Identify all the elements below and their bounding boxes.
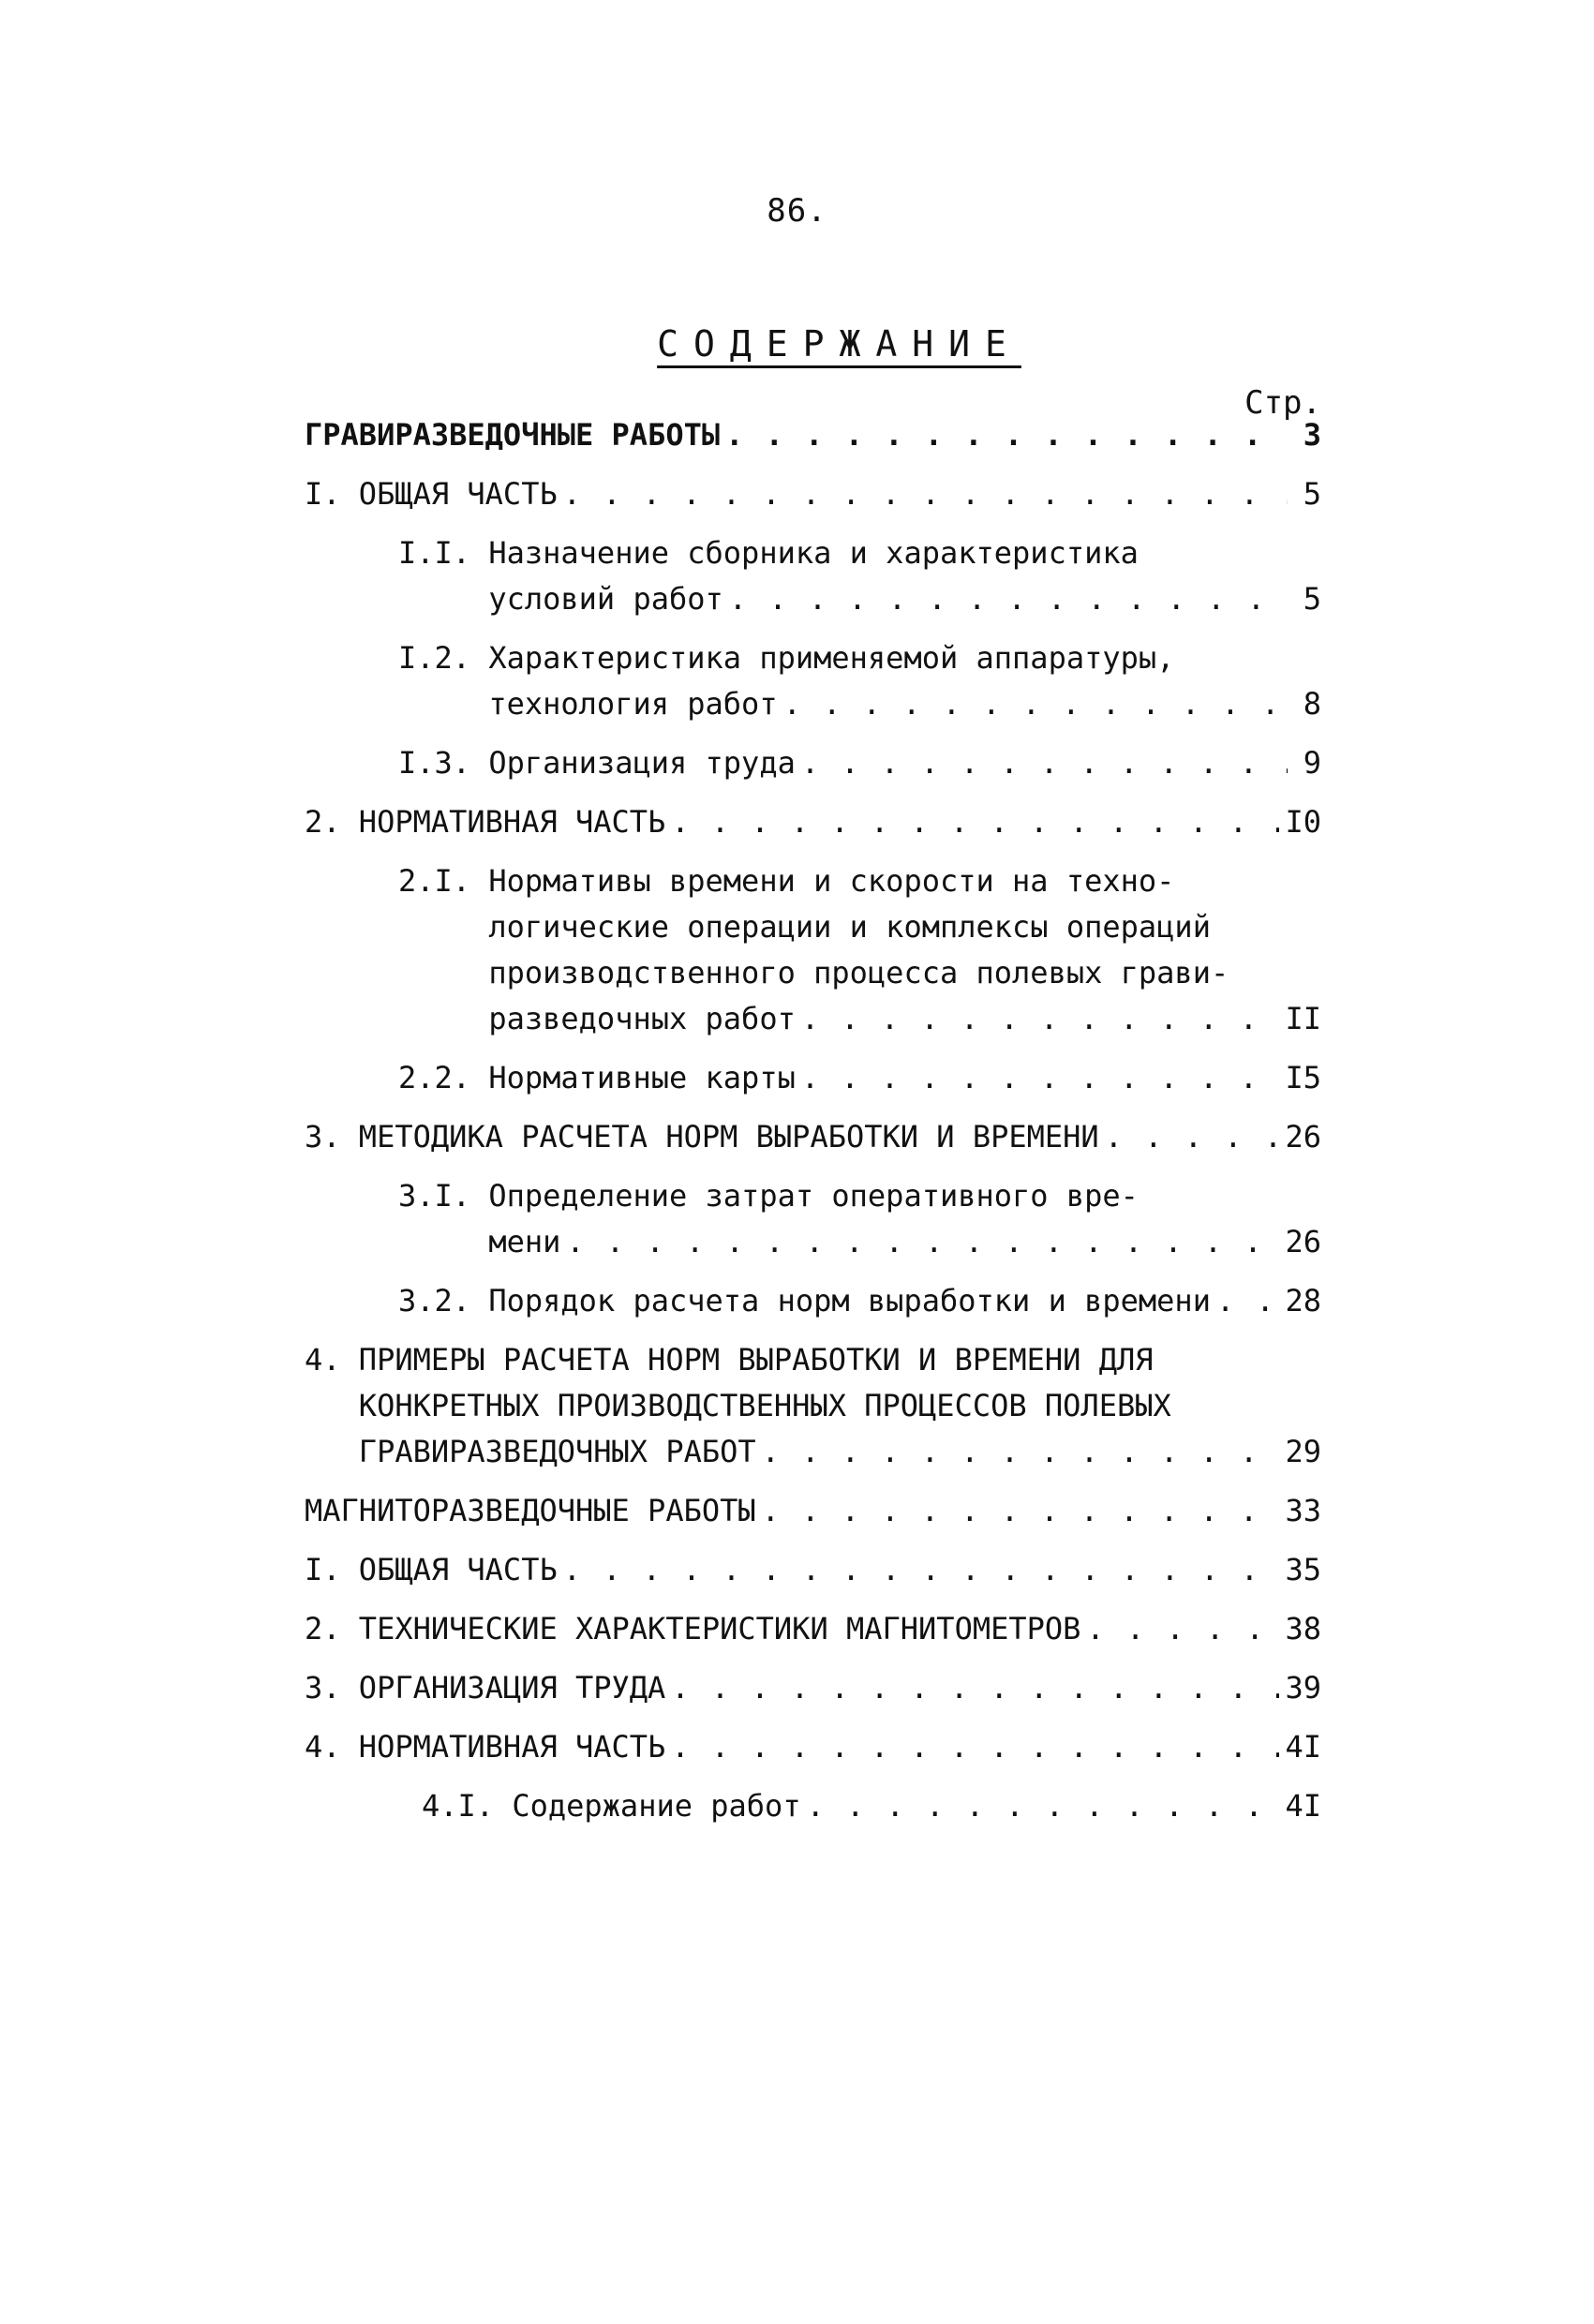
dot-leader [762,1429,1280,1475]
toc-entry-page: 39 [1285,1670,1321,1706]
dot-leader [671,799,1279,845]
toc-entry-number: 4. [305,1342,359,1378]
toc-entry-page: 9 [1303,745,1321,781]
toc-entry-page: 35 [1285,1552,1321,1587]
toc-entry[interactable] [305,1547,1321,1593]
table-of-contents [305,412,1321,1842]
toc-entry-number: I.2. [398,640,489,676]
toc-entry-title: ОБЩАЯ ЧАСТЬ [358,1552,558,1587]
toc-entry-page: 4I [1285,1729,1321,1765]
dot-leader [801,1055,1280,1101]
toc-entry-number: I. [305,1552,359,1587]
dot-leader [671,1724,1279,1770]
toc-entry[interactable] [305,471,1321,517]
dot-leader [801,740,1288,786]
toc-entry-line: Определение затрат оперативного вре- [488,1178,1139,1214]
toc-entry[interactable] [305,1173,1321,1265]
toc-entry-number: I. [305,476,359,512]
toc-entry[interactable] [305,1488,1321,1534]
dot-leader [566,1219,1279,1265]
toc-entry-page: 33 [1285,1493,1321,1528]
toc-entry-title: разведочных работ [488,1001,796,1036]
dot-leader [807,1783,1280,1829]
toc-entry-title: ГРАВИРАЗВЕДОЧНЫЕ РАБОТЫ [305,417,721,453]
toc-entry-title: МЕТОДИКА РАСЧЕТА НОРМ ВЫРАБОТКИ И ВРЕМЕНИ [358,1119,1099,1155]
toc-entry-number: 4.I. [422,1788,513,1824]
toc-entry-title: ОРГАНИЗАЦИЯ ТРУДА [358,1670,666,1706]
toc-entry-title: ОБЩАЯ ЧАСТЬ [358,476,558,512]
toc-entry-line: КОНКРЕТНЫХ ПРОИЗВОДСТВЕННЫХ ПРОЦЕССОВ ПОЛЕВЫХ [358,1388,1171,1423]
toc-entry-title: НОРМАТИВНАЯ ЧАСТЬ [358,1729,666,1765]
toc-entry-page: 4I [1285,1788,1321,1824]
toc-entry-title: МАГНИТОРАЗВЕДОЧНЫЕ РАБОТЫ [305,1493,756,1528]
toc-entry-title: технология работ [488,686,778,722]
dot-leader [563,1547,1280,1593]
toc-entry-page: 28 [1285,1283,1321,1318]
toc-entry-number: 4. [305,1729,359,1765]
toc-entry-page: 5 [1303,581,1321,617]
toc-entry[interactable] [305,1665,1321,1711]
toc-entry-page: 3 [1303,417,1321,453]
dot-leader [725,412,1288,458]
page-number: 86. [767,192,827,230]
toc-entry[interactable] [305,1055,1321,1101]
toc-entry-line: ПРИМЕРЫ РАСЧЕТА НОРМ ВЫРАБОТКИ И ВРЕМЕНИ ДЛЯ [358,1342,1154,1378]
toc-entry[interactable] [305,740,1321,786]
toc-entry-page: 38 [1285,1611,1321,1646]
toc-entry-number: 3. [305,1119,359,1155]
toc-entry-title: ТЕХНИЧЕСКИЕ ХАРАКТЕРИСТИКИ МАГНИТОМЕТРОВ [358,1611,1081,1646]
toc-entry-number: I.3. [398,745,489,781]
page-column-label: Стр. [1244,384,1321,422]
toc-entry[interactable] [305,799,1321,845]
toc-entry-page: 8 [1303,686,1321,722]
page-title: СОДЕРЖАНИЕ [657,323,1021,365]
toc-entry-title: Порядок расчета норм выработки и времени [488,1283,1211,1318]
toc-entry[interactable] [305,1278,1321,1324]
toc-entry-page: 26 [1285,1224,1321,1259]
dot-leader [671,1665,1279,1711]
toc-entry-line: производственного процесса полевых грави- [488,955,1229,991]
toc-entry-title: НОРМАТИВНАЯ ЧАСТЬ [358,804,666,840]
toc-entry-number: 2. [305,804,359,840]
toc-entry-page: II [1285,1001,1321,1036]
toc-entry[interactable] [305,530,1321,622]
toc-entry-number: 2.I. [398,863,489,899]
toc-entry-number: 3.2. [398,1283,489,1318]
dot-leader [783,681,1288,727]
toc-entry-page: 26 [1285,1119,1321,1155]
toc-entry[interactable] [305,1337,1321,1475]
toc-entry-page: I0 [1285,804,1321,840]
toc-entry-line: Характеристика применяемой аппаратуры, [488,640,1175,676]
toc-entry-number: 2. [305,1611,359,1646]
toc-entry[interactable] [305,1783,1321,1829]
dot-leader [729,576,1288,622]
toc-entry-line: Нормативы времени и скорости на техно- [488,863,1175,899]
toc-entry-number: 3. [305,1670,359,1706]
toc-entry[interactable] [305,1606,1321,1652]
dot-leader [1086,1606,1279,1652]
toc-entry-title: мени [488,1224,561,1259]
toc-entry-title: условий работ [488,581,723,617]
toc-entry-title: Организация труда [488,745,796,781]
toc-entry-page: I5 [1285,1060,1321,1095]
toc-entry-number: 3.I. [398,1178,489,1214]
dot-leader [801,996,1280,1042]
dot-leader [1216,1278,1280,1324]
toc-entry-number: I.I. [398,535,489,571]
toc-entry[interactable] [305,412,1321,458]
toc-entry-number: 2.2. [398,1060,489,1095]
dot-leader [762,1488,1280,1534]
toc-entry[interactable] [305,635,1321,727]
toc-entry-line: Назначение сборника и характеристика [488,535,1139,571]
toc-entry-page: 29 [1285,1434,1321,1469]
toc-entry-title: Содержание работ [512,1788,801,1824]
toc-entry[interactable] [305,858,1321,1042]
toc-entry[interactable] [305,1114,1321,1160]
toc-entry[interactable] [305,1724,1321,1770]
toc-entry-title: Нормативные карты [488,1060,796,1095]
toc-entry-page: 5 [1303,476,1321,512]
dot-leader [1105,1114,1280,1160]
toc-entry-line: логические операции и комплексы операций [488,909,1211,945]
dot-leader [563,471,1288,517]
toc-entry-title: ГРАВИРАЗВЕДОЧНЫХ РАБОТ [358,1434,756,1469]
